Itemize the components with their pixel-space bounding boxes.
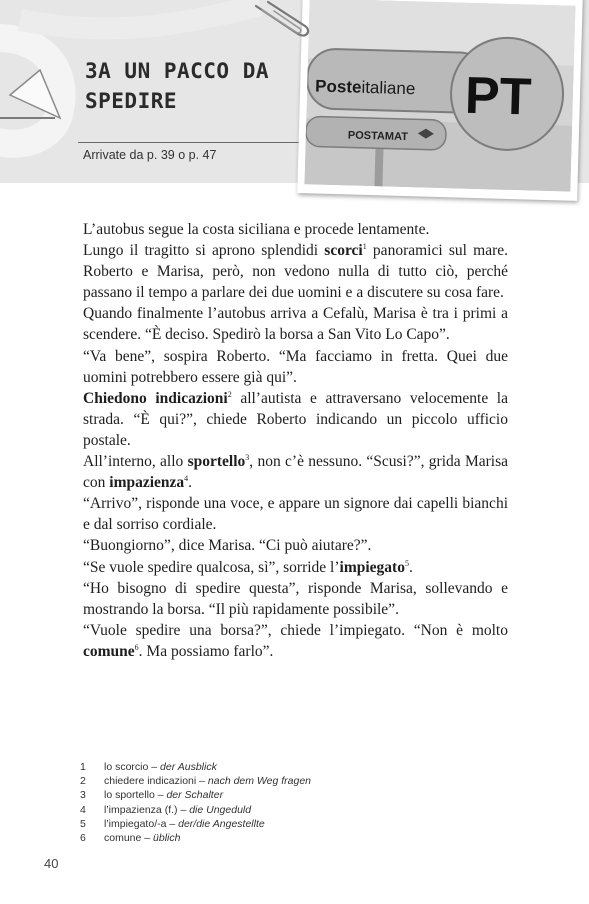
text-segment: “Vuole spedire una borsa?”, chiede l’impiegato. “Non è molto: [83, 621, 508, 639]
text-segment: panoramici sul mare. Roberto e Marisa, però, non vedono nulla di tutto ciò, perché passano il tempo a parlare dei due uomini e a discutere su cosa fare.: [83, 242, 508, 302]
footnote-item: [80, 803, 311, 817]
footnote-term: l’impiegato/-a –: [104, 817, 179, 830]
story-paragraph: [83, 451, 508, 493]
story-paragraph: [83, 388, 508, 451]
text-segment: L’autobus segue la costa siciliana e procede lentamente.: [83, 221, 430, 238]
footnote-item: [80, 760, 311, 774]
footnote-number: 4: [80, 803, 86, 816]
glossary-term: impiegato: [339, 558, 405, 576]
text-segment: , non c’è nessuno. “Scusi?”, grida Marisa con: [83, 453, 508, 492]
story-paragraph: [83, 620, 508, 662]
glossary-term: sportello: [187, 453, 246, 471]
story-paragraph: [83, 303, 508, 345]
sign-pt: PT: [464, 66, 533, 127]
footnote-term: lo scorcio –: [104, 761, 161, 773]
story-paragraph: [83, 219, 508, 240]
paperclip-icon: [252, 0, 314, 48]
footnote-item: [80, 788, 311, 802]
glossary-term: impazienza: [109, 474, 185, 492]
footnote-ref: 3: [245, 452, 250, 462]
story-paragraph: [83, 578, 508, 620]
footnote-translation: die Ungeduld: [189, 803, 252, 816]
footnote-item: [80, 831, 311, 845]
text-segment: “Ho bisogno di spedire questa”, risponde Marisa, sollevando e mostrando la borsa. “Il più rapidamente possibile”.: [83, 579, 508, 618]
post-office-photo: [297, 0, 583, 201]
footnote-translation: der Schalter: [166, 789, 224, 802]
text-segment: all’autista e attraversano velocemente la strada. “È qui?”, chiede Roberto indicando un piccolo ufficio postale.: [83, 389, 508, 449]
story-paragraph: [83, 346, 508, 388]
footnote-term: l’impazienza (f.) –: [104, 803, 190, 816]
sign-postamat: POSTAMAT: [347, 129, 409, 144]
footnote-number: 1: [80, 761, 86, 773]
footnote-number: 2: [80, 775, 86, 788]
story-paragraph: [83, 493, 508, 535]
text-segment: Lungo il tragitto si aprono splendidi: [83, 242, 325, 260]
glossary-term: comune: [83, 642, 135, 660]
footnote-number: 5: [80, 817, 86, 830]
footnote-translation: der Ausblick: [160, 761, 217, 773]
story-paragraph: [83, 535, 508, 556]
text-segment: “Arrivo”, risponde una voce, e appare un signore dai capelli bianchi e dal sorriso cordiale.: [83, 495, 508, 534]
note-divider: [78, 142, 306, 143]
footnote-term: lo sportello –: [104, 789, 167, 802]
text-segment: “Buongiorno”, dice Marisa. “Ci può aiutare?”.: [83, 537, 372, 555]
footnote-term: comune –: [104, 832, 154, 845]
footnote-translation: nach dem Weg fragen: [207, 775, 312, 788]
footnote-ref: 4: [184, 473, 189, 483]
glossary-term: Chiedono indicazioni: [83, 389, 228, 407]
story-paragraph: [83, 240, 508, 303]
footnote-ref: 1: [362, 241, 367, 251]
story-text: [83, 219, 508, 662]
text-segment: All’interno, allo: [83, 453, 188, 471]
footnote-ref: 6: [134, 642, 139, 652]
footnotes: [80, 760, 311, 845]
text-segment: “Se vuole spedire qualcosa, sì”, sorride l’: [83, 558, 340, 576]
footnote-item: [80, 774, 311, 788]
footnote-term: chiedere indicazioni –: [104, 775, 208, 788]
text-segment: . Ma possiamo farlo”.: [138, 642, 274, 660]
text-segment: Quando finalmente l’autobus arriva a Cefalù, Marisa è tra i primi a scendere. “È deciso. Spedirò la borsa a San Vito Lo Capo”.: [83, 305, 508, 344]
footnote-number: 6: [80, 832, 86, 845]
page-number: 40: [44, 856, 59, 871]
sign-brand-bold: Poste: [314, 76, 362, 97]
story-paragraph: [83, 557, 508, 578]
chapter-note: Arrivate da p. 39 o p. 47: [83, 148, 217, 162]
chapter-title: 3A UN PACCO DA SPEDIRE: [85, 59, 270, 113]
footnote-translation: üblich: [153, 832, 181, 845]
footnote-ref: 2: [227, 389, 232, 399]
footnote-item: [80, 817, 311, 831]
footnote-number: 3: [80, 789, 86, 802]
footnote-translation: der/die Angestellte: [178, 817, 265, 830]
text-segment: .: [408, 558, 413, 576]
svg-text:Posteitaliane: [315, 77, 416, 99]
sign-brand-rest: italiane: [361, 77, 416, 99]
glossary-term: scorci: [324, 242, 363, 260]
text-segment: “Va bene”, sospira Roberto. “Ma facciamo in fretta. Quei due uomini potrebbero essere già qui”.: [83, 347, 508, 386]
text-segment: .: [188, 474, 193, 492]
footnote-ref: 5: [404, 558, 409, 568]
